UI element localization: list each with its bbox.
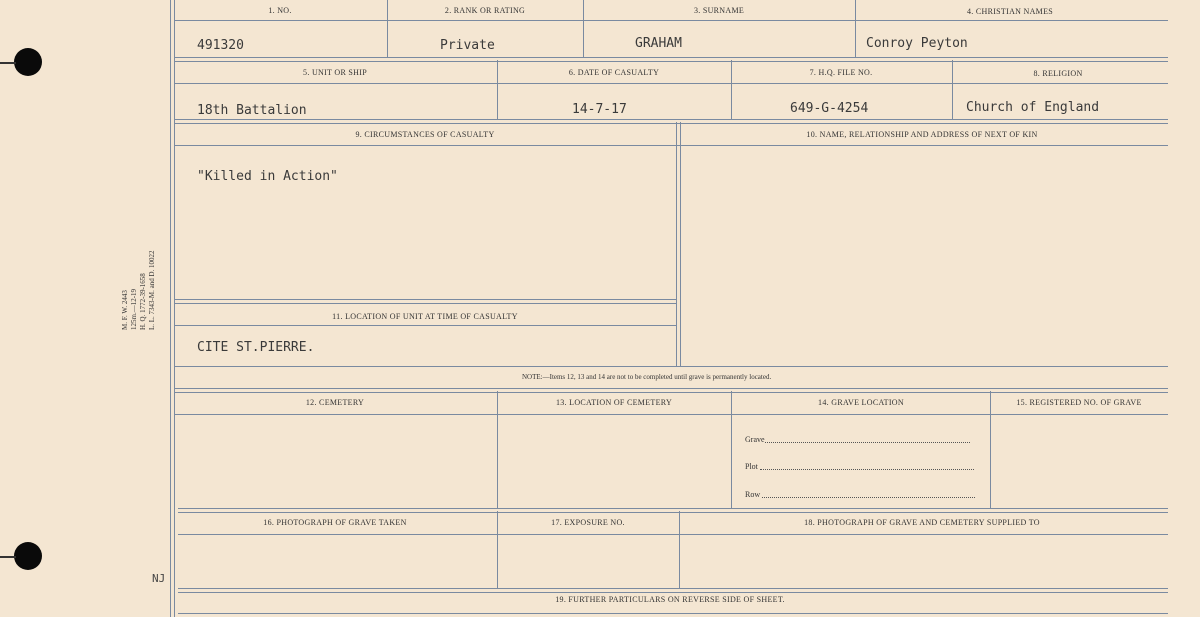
row-field-line: [762, 497, 975, 498]
header-registered-no: 15. REGISTERED NO. OF GRAVE: [1016, 398, 1142, 407]
value-circumstances: "Killed in Action": [197, 169, 338, 184]
punch-hole-top: [14, 48, 42, 76]
header-date: 6. DATE OF CASUALTY: [568, 68, 660, 77]
value-location-of-unit: CITE ST.PIERRE.: [197, 340, 315, 355]
value-file-no: 649-G-4254: [790, 101, 869, 116]
punch-hole-bottom: [14, 542, 42, 570]
header-cemetery-location: 13. LOCATION OF CEMETERY: [555, 398, 673, 407]
header-surname: 3. SURNAME: [693, 6, 745, 15]
side-print: M. F. W. 2443 125m.—12-19 H. Q. 1772-39-1658 L. L. 7343-M. and D. 10022: [121, 250, 156, 330]
header-unit: 5. UNIT OR SHIP: [303, 68, 367, 77]
header-no: 1. NO.: [268, 6, 292, 15]
header-grave-location: 14. GRAVE LOCATION: [818, 398, 904, 407]
value-christian-names: Conroy Peyton: [866, 36, 968, 51]
header-religion: 8. RELIGION: [1033, 69, 1083, 78]
punch-hole-mark: [0, 556, 16, 558]
header-exposure-no: 17. EXPOSURE NO.: [551, 518, 625, 527]
punch-hole-mark: [0, 62, 16, 64]
value-religion: Church of England: [966, 100, 1100, 115]
value-date: 14-7-17: [572, 102, 627, 117]
grave-field-label: Grave: [745, 435, 765, 444]
grave-field-line: [765, 442, 970, 443]
header-photo-taken: 16. PHOTOGRAPH OF GRAVE TAKEN: [263, 518, 407, 527]
header-christian-names: 4. CHRISTIAN NAMES: [966, 7, 1054, 16]
plot-field-line: [760, 469, 974, 470]
footer-further-particulars: 19. FURTHER PARTICULARS ON REVERSE SIDE OF SHEET.: [555, 595, 785, 604]
form-left-border: [170, 0, 175, 617]
header-file-no: 7. H.Q. FILE NO.: [809, 68, 873, 77]
note: NOTE:—Items 12, 13 and 14 are not to be completed until grave is permanently located.: [522, 373, 772, 381]
value-surname: GRAHAM: [635, 36, 682, 51]
header-photo-supplied: 18. PHOTOGRAPH OF GRAVE AND CEMETERY SUPPLIED TO: [804, 518, 1040, 527]
header-next-of-kin: 10. NAME, RELATIONSHIP AND ADDRESS OF NEXT OF KIN: [806, 130, 1038, 139]
initials: NJ: [152, 572, 166, 585]
row-field-label: Row: [745, 490, 761, 499]
value-rank: Private: [440, 38, 495, 53]
header-location-of-unit: 11. LOCATION OF UNIT AT TIME OF CASUALTY: [332, 312, 518, 321]
header-circumstances: 9. CIRCUMSTANCES OF CASUALTY: [355, 130, 495, 139]
header-rank: 2. RANK OR RATING: [444, 6, 526, 15]
value-no: 491320: [197, 38, 244, 53]
header-cemetery: 12. CEMETERY: [305, 398, 365, 407]
value-unit: 18th Battalion: [197, 103, 307, 118]
plot-field-label: Plot: [745, 462, 758, 471]
